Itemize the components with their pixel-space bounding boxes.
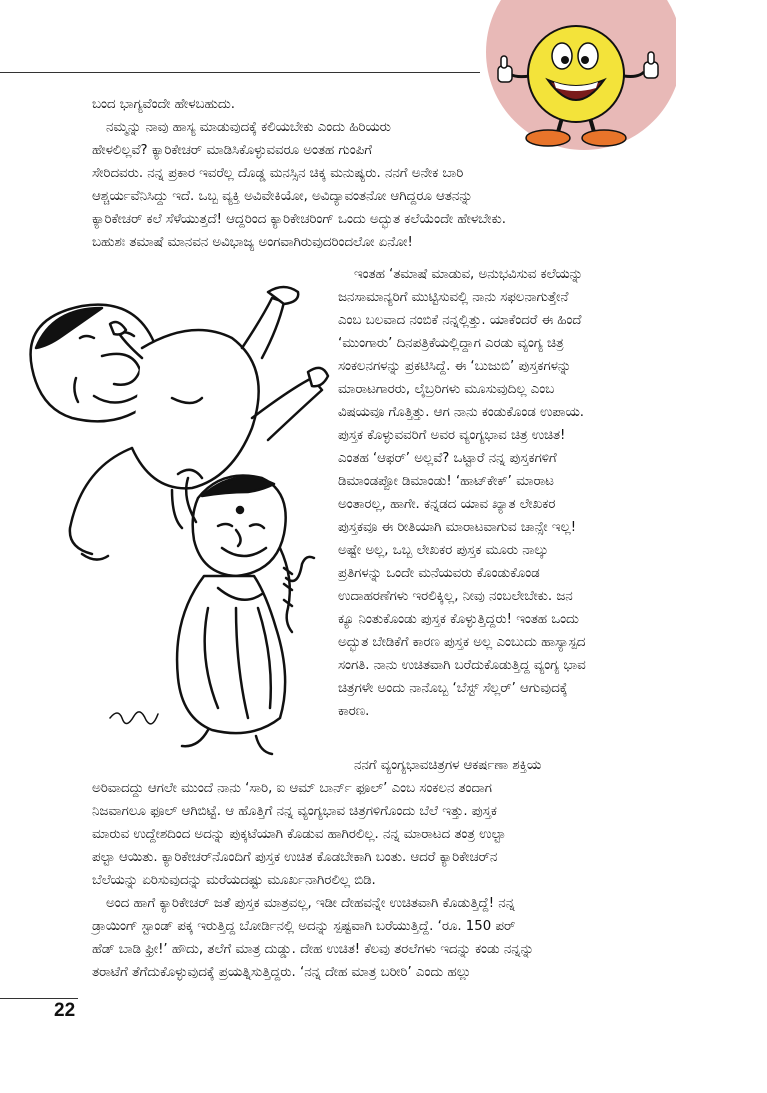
text-line: ಎಂಬ ಬಲವಾದ ನಂಬಿಕೆ ನನ್ನಲ್ಲಿತ್ತು. ಯಾಕೆಂದರೆ ಈ ಹಿಂದೆ [338,313,582,328]
text-line: ಹೆಡ್ ಬಾಡಿ ಫ್ರೀ!’ ಹೌದು, ತಲೆಗೆ ಮಾತ್ರ ದುಡ್ಡು. ದೇಹ ಉಚಿತ! ಕೆಲವು ತರಲೆಗಳು ಇದನ್ನು ಕಂಡು ನನ್ನನ್ನು [92,942,534,957]
text-line: ಕಾರಣ. [338,704,370,719]
text-line: ಸೇರಿದವರು. ನನ್ನ ಪ್ರಕಾರ ಇವರೆಲ್ಲ ದೊಡ್ಡ ಮನಸ್ಸಿನ ಚಿಕ್ಕ ಮನುಷ್ಯರು. ನನಗೆ ಅನೇಕ ಬಾರಿ [92,166,464,181]
text-line: ಮಾರಾಟಗಾರರು, ಲೈಬ್ರರಿಗಳು ಮೂಸುವುದಿಲ್ಲ ಎಂಬ [338,382,555,397]
text-line: ಆಶ್ಚರ್ಯವೆನಿಸಿದ್ದು ಇದೆ. ಒಬ್ಬ ವ್ಯಕ್ತಿ ಅವಿವೇಕಿಯೋ, ಅವಿದ್ಯಾವಂತನೋ ಆಗಿದ್ದರೂ ಆತನನ್ನು [92,189,473,204]
paragraph-5 [92,892,534,984]
text-line: ಅಂತಾರಲ್ಲ, ಹಾಗೇ. ಕನ್ನಡದ ಯಾವ ಖ್ಯಾತ ಲೇಖಕರ [338,497,556,512]
paragraph-4 [92,754,541,892]
caricature-couple-drawing [22,278,332,756]
smiley-thumbs-up-icon [486,0,676,160]
text-line: ಜನಸಾಮಾನ್ಯರಿಗೆ ಮುಟ್ಟಿಸುವಲ್ಲಿ ನಾನು ಸಫಲನಾಗುತ್ತೇನೆ [338,290,569,305]
paragraph-3 [338,263,586,723]
paragraph-2 [92,116,506,254]
text-line: ಅದ್ಭುತ ಬೇಡಿಕೆಗೆ ಕಾರಣ ಪುಸ್ತಕ ಅಲ್ಲ ಎಂಬುದು ಹಾಸ್ಯಾಸ್ಪದ [338,635,586,650]
text-line: ಚಿತ್ರಗಳೇ ಅಂದು ನಾನೊಬ್ಬ ‘ಬೆಸ್ಟ್ ಸೆಲ್ಲರ್’ ಆಗುವುದಕ್ಕೆ [338,681,568,696]
text-line: ಬಂದ ಭಾಗ್ಯವೆಂದೇ ಹೇಳಬಹುದು. [92,97,235,112]
text-line: ಪಲ್ಟಾ ಆಯಿತು. ಕ್ಯಾರಿಕೇಚರ್‌ನೊಂದಿಗೆ ಪುಸ್ತಕ ಉಚಿತ ಕೊಡಬೇಕಾಗಿ ಬಂತು. ಆದರೆ ಕ್ಯಾರಿಕೇಚರ್‌ನ [92,850,498,865]
text-line: ನಿಜವಾಗಲೂ ಫೂಲ್ ಆಗಿಬಿಟ್ಟೆ. ಆ ಹೊತ್ತಿಗೆ ನನ್ನ ವ್ಯಂಗ್ಯಭಾವ ಚಿತ್ರಗಳಿಗೊಂದು ಬೆಲೆ ಇತ್ತು. ಪುಸ್ತಕ [92,804,497,819]
text-line: ನಮ್ಮನ್ನು ನಾವು ಹಾಸ್ಯ ಮಾಡುವುದಕ್ಕೆ ಕಲಿಯಬೇಕು ಎಂದು ಹಿರಿಯರು [106,120,391,135]
text-line: ಕ್ಯಾರಿಕೇಚರ್ ಕಲೆ ಸೆಳೆಯುತ್ತದೆ! ಆದ್ದರಿಂದ ಕ್ಯಾರಿಕೇಚರಿಂಗ್ ಒಂದು ಅದ್ಭುತ ಕಲೆಯೆಂದೇ ಹೇಳಬೇಕು. [92,212,506,227]
text-line: ಪುಸ್ತಕವೂ ಈ ರೀತಿಯಾಗಿ ಮಾರಾಟವಾಗುವ ಚಾನ್ಸೇ ಇಲ್ಲ! [338,520,577,535]
text-line: ಡ್ರಾಯಿಂಗ್ ಸ್ಟಾಂಡ್ ಪಕ್ಕ ಇರುತ್ತಿದ್ದ ಬೋರ್ಡಿನಲ್ಲಿ ಅದನ್ನು ಸ್ಪಷ್ಟವಾಗಿ ಬರೆಯುತ್ತಿದ್ದೆ. ‘ರೂ. 150 ಪರ್ [92,919,516,934]
text-line: ಎಂತಹ ‘ಆಫರ್’ ಅಲ್ಲವೆ? ಒಟ್ಟಾರೆ ನನ್ನ ಪುಸ್ತಕಗಳಿಗೆ [338,451,557,466]
text-line: ಪುಸ್ತಕ ಕೊಳ್ಳುವವರಿಗೆ ಅವರ ವ್ಯಂಗ್ಯಭಾವ ಚಿತ್ರ ಉಚಿತ! [338,428,566,443]
text-line: ಅಂದ ಹಾಗೆ ಕ್ಯಾರಿಕೇಚರ್ ಜತೆ ಪುಸ್ತಕ ಮಾತ್ರವಲ್ಲ, ಇಡೀ ದೇಹವನ್ನೇ ಉಚಿತವಾಗಿ ಕೊಡುತ್ತಿದ್ದೆ! ನನ್ನ [106,896,515,911]
text-line: ಅರಿವಾದದ್ದು ಆಗಲೇ ಮುಂದೆ ನಾನು ‘ಸಾರಿ, ಐ ಆಮ್ ಬಾರ್ನ್ ಫೂಲ್’ ಎಂಬ ಸಂಕಲನ ತಂದಾಗ [92,781,492,796]
text-line: ಸಂಕಲನಗಳನ್ನು ಪ್ರಕಟಿಸಿದ್ದೆ. ಈ ‘ಬುಜುಬಿ’ ಪುಸ್ತಕಗಳನ್ನು [338,359,572,374]
text-line: ನನಗೆ ವ್ಯಂಗ್ಯಭಾವಚಿತ್ರಗಳ ಆಕರ್ಷಣಾ ಶಕ್ತಿಯ [354,758,542,773]
header-rule [0,72,480,73]
text-line: ವಿಷಯವೂ ಗೊತ್ತಿತ್ತು. ಆಗ ನಾನು ಕಂಡುಕೊಂಡ ಉಪಾಯ. [338,405,584,420]
text-line: ಬೆಲೆಯನ್ನು ಏರಿಸುವುದನ್ನು ಮರೆಯದಷ್ಟು ಮೂರ್ಖನಾಗಿರಲಿಲ್ಲ ಬಿಡಿ. [92,873,376,888]
text-line: ಸಂಗತಿ. ನಾನು ಉಚಿತವಾಗಿ ಬರೆದುಕೊಡುತ್ತಿದ್ದ ವ್ಯಂಗ್ಯ ಭಾವ [338,658,586,673]
text-line: ತರಾಟೆಗೆ ತೆಗೆದುಕೊಳ್ಳುವುದಕ್ಕೆ ಪ್ರಯತ್ನಿಸುತ್ತಿದ್ದರು. ‘ನನ್ನ ದೇಹ ಮಾತ್ರ ಬರೀರಿ’ ಎಂದು ಹಲ್ಲು [92,965,472,980]
footer-rule [0,998,78,999]
text-line: ‘ಮುಂಗಾರು’ ದಿನಪತ್ರಿಕೆಯಲ್ಲಿದ್ದಾಗ ಎರಡು ವ್ಯಂಗ್ಯ ಚಿತ್ರ [338,336,564,351]
text-line: ಪ್ರತಿಗಳನ್ನು ಒಂದೇ ಮನೆಯವರು ಕೊಂಡುಕೊಂಡ [338,566,540,581]
text-line: ಉದಾಹರಣೆಗಳು ಇರಲಿಕ್ಕಿಲ್ಲ, ನೀವು ನಂಬಲೇಬೇಕು. ಜನ [338,589,573,604]
text-line: ಅಷ್ಟೇ ಅಲ್ಲ, ಒಬ್ಬ ಲೇಖಕರ ಪುಸ್ತಕ ಮೂರು ನಾಲ್ಕು [338,543,549,558]
text-line: ಹೇಳಲಿಲ್ಲವೆ? ಕ್ಯಾರಿಕೇಚರ್ ಮಾಡಿಸಿಕೊಳ್ಳುವವರೂ ಅಂತಹ ಗುಂಪಿಗೆ [92,143,372,158]
text-line: ಇಂತಹ ‘ತಮಾಷೆ ಮಾಡುವ, ಅನುಭವಿಸುವ ಕಲೆಯನ್ನು [354,267,583,282]
paragraph-1 [92,93,235,116]
text-line: ಕ್ಯೂ ನಿಂತುಕೊಂಡು ಪುಸ್ತಕ ಕೊಳ್ಳುತ್ತಿದ್ದರು! ಇಂತಹ ಒಂದು [338,612,579,627]
text-line: ಬಹುಶಃ ತಮಾಷೆ ಮಾನವನ ಅವಿಭಾಜ್ಯ ಅಂಗವಾಗಿರುವುದರಿಂದಲೋ ಏನೋ! [92,235,413,250]
page-number: 22 [54,1000,76,1021]
text-line: ಡಿಮಾಂಡಪ್ಪೋ ಡಿಮಾಂಡು! ‘ಹಾಟ್‌ಕೇಕ್’ ಮಾರಾಟ [338,474,554,489]
text-line: ಮಾರುವ ಉದ್ದೇಶದಿಂದ ಅದನ್ನು ಪುಕ್ಕಟೆಯಾಗಿ ಕೊಡುವ ಹಾಗಿರಲಿಲ್ಲ. ನನ್ನ ಮಾರಾಟದ ತಂತ್ರ ಉಲ್ಟಾ [92,827,506,842]
